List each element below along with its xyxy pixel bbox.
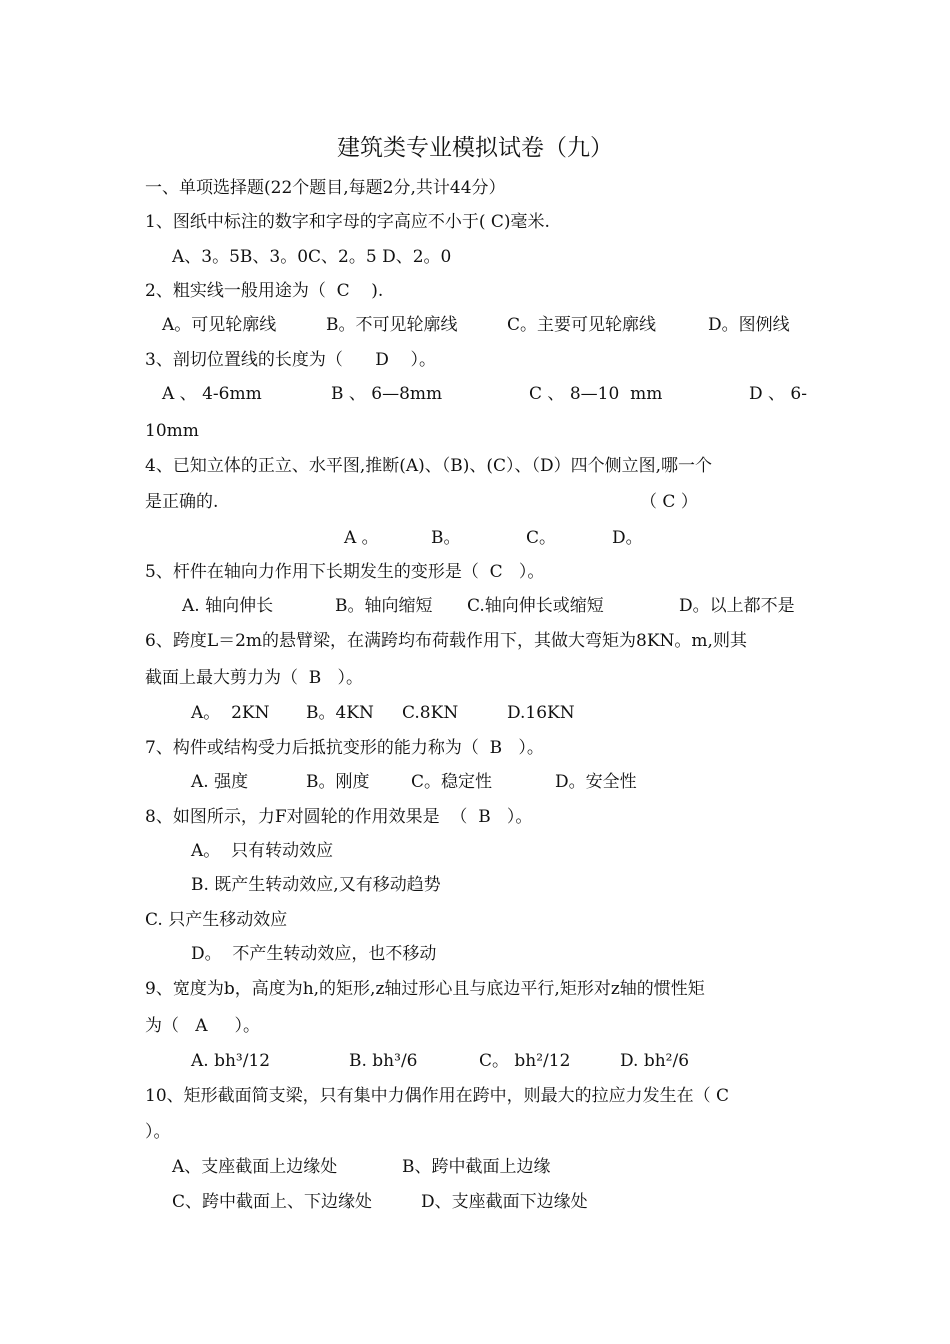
option-a: A、支座截面上边缘处 (172, 1157, 338, 1177)
question-3-wrap: 10mm (145, 421, 199, 441)
option-d: D. bh²/6 (620, 1051, 690, 1071)
option-b: B. bh³/6 (349, 1051, 418, 1071)
section-heading: 一、单项选择题(22个题目,每题2分,共计44分） (145, 178, 506, 198)
question-8-option-a: A。 只有转动效应 (191, 841, 334, 861)
question-6-stem-line2: 截面上最大剪力为（ B ）。 (145, 668, 364, 688)
question-2-stem: 2、粗实线一般用途为（ C ). (145, 281, 384, 301)
option-a: A. 轴向伸长 (182, 596, 274, 616)
option-b: B。 (431, 528, 461, 548)
question-6-options (0, 701, 950, 725)
option-c: C.轴向伸长或缩短 (467, 596, 604, 616)
question-4-stem-line2: 是正确的. (145, 492, 219, 512)
question-2-options (0, 313, 950, 337)
option-d: D。 (612, 528, 643, 548)
option-b: B。轴向缩短 (335, 596, 433, 616)
question-9-options (0, 1049, 950, 1073)
question-9-stem-line2: 为（ A ）。 (145, 1016, 261, 1036)
option-c: C 、 8—10 mm (529, 384, 663, 404)
option-d: D.16KN (507, 703, 575, 723)
question-7-stem: 7、构件或结构受力后抵抗变形的能力称为（ B ）。 (145, 738, 544, 758)
question-3-stem: 3、剖切位置线的长度为（ D ）。 (145, 350, 436, 370)
page-title: 建筑类专业模拟试卷（九） (337, 135, 613, 161)
option-d: D 、 6- (749, 384, 807, 404)
question-8-option-c: C. 只产生移动效应 (145, 910, 288, 930)
question-8-option-b: B. 既产生转动效应,又有移动趋势 (191, 875, 441, 895)
option-c: C.8KN (402, 703, 459, 723)
option-d: D。图例线 (708, 315, 790, 335)
option-b: B。刚度 (306, 772, 370, 792)
option-b: B。4KN (306, 703, 374, 723)
option-b: B 、 6—8mm (331, 384, 443, 404)
question-10-stem-line1: 10、矩形截面简支梁，只有集中力偶作用在跨中，则最大的拉应力发生在（ C (145, 1086, 730, 1106)
question-1-options: A、3。5B、3。0C、2。5 D、2。0 (172, 247, 452, 267)
option-a: A。 2KN (191, 703, 270, 723)
question-5-stem: 5、杆件在轴向力作用下长期发生的变形是（ C ）。 (145, 562, 545, 582)
question-4-options (0, 526, 950, 550)
option-a: A 、 4-6mm (162, 384, 262, 404)
option-c: C、跨中截面上、下边缘处 (172, 1192, 373, 1212)
option-b: B。不可见轮廓线 (326, 315, 458, 335)
option-d: D。安全性 (555, 772, 637, 792)
option-c: C。稳定性 (411, 772, 493, 792)
question-4-answer: （ C ） (640, 492, 698, 512)
option-a: A. bh³/12 (191, 1051, 271, 1071)
option-d: D、支座截面下边缘处 (421, 1192, 588, 1212)
question-7-options (0, 770, 950, 794)
option-c: C。 bh²/12 (479, 1051, 571, 1071)
option-a: A. 强度 (191, 772, 249, 792)
option-a: A 。 (344, 528, 379, 548)
question-10-options-row2 (0, 1190, 950, 1214)
question-9-stem-line1: 9、宽度为b，高度为h,的矩形,z轴过形心且与底边平行,矩形对z轴的惯性矩 (145, 979, 705, 999)
question-8-stem: 8、如图所示，力F对圆轮的作用效果是 （ B ）。 (145, 807, 533, 827)
question-5-options (0, 594, 950, 618)
option-b: B、跨中截面上边缘 (402, 1157, 551, 1177)
option-d: D。以上都不是 (679, 596, 795, 616)
question-1-stem: 1、图纸中标注的数字和字母的字高应不小于( C)毫米. (145, 212, 550, 232)
question-10-stem-line2: ）。 (145, 1122, 171, 1142)
option-a: A。可见轮廓线 (162, 315, 277, 335)
question-10-options-row1 (0, 1155, 950, 1179)
option-c: C。主要可见轮廓线 (507, 315, 657, 335)
question-3-options (0, 382, 950, 406)
option-c: C。 (526, 528, 557, 548)
question-8-option-d: D。 不产生转动效应，也不移动 (191, 944, 437, 964)
question-6-stem-line1: 6、跨度L＝2m的悬臂梁，在满跨均布荷载作用下，其做大弯矩为8KN。m,则其 (145, 631, 747, 651)
question-4-stem-line1: 4、已知立体的正立、水平图,推断(A)、（B)、(C）、（D）四个侧立图,哪一个 (145, 456, 713, 476)
